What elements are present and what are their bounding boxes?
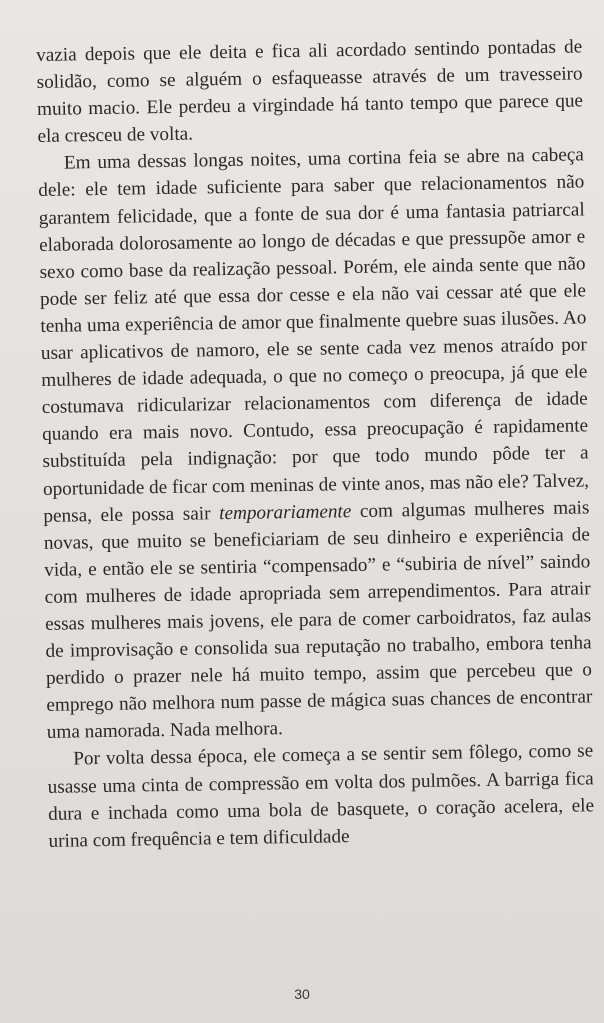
body-text bbox=[36, 33, 595, 854]
paragraph-2-text-end: com algumas mulheres mais novas, que muito se beneficiariam de seu dinheiro e experiência de vida, e então ele se sentiria “compensado” e “subiria de nível” saindo com mulheres de idade apropriada sem arrependimentos. Para atrair essas mulheres mais jovens, ele para de comer carboidratos, faz aulas de improvisação e consolida sua reputação no trabalho, embora tenha perdido o prazer nele há muito tempo, assim que percebeu que o emprego não melhora num passe de mágica suas chances de encontrar uma namorada. Nada melhora. bbox=[43, 496, 593, 744]
page-number: 30 bbox=[294, 986, 310, 1002]
paragraph-3-text: Por volta dessa época, ele começa a se sentir sem fôlego, como se usasse uma cinta de compressão em volta dos pulmões. A barriga fica dura e inchada como uma bola de basquete, o coração acelera, ele urina com frequência e tem dificuldade bbox=[47, 740, 595, 852]
italic-word: temporariamente bbox=[218, 500, 352, 524]
paragraph-2 bbox=[38, 142, 593, 747]
paragraph-1 bbox=[36, 33, 584, 150]
paragraph-2-text-start: Em uma dessas longas noites, uma cortina feia se abre na cabeça dele: ele tem idade suficiente para saber que relacionamentos não garantem felicidade, que a fonte de sua dor é uma fantasia patriarcal elaborada dolorosamente ao longo de décadas e que pressupõe amor e sexo como base da realização pessoal. Porém, ele ainda sente que não pode ser feliz até que essa dor cesse e ela não vai cessar até que ele tenha uma experiência de amor que finalmente quebre suas ilusões. Ao usar aplicativos de namoro, ele se sente cada vez menos atraído por mulheres de idade adequada, o que no começo o preocupa, já que ele costumava ridicularizar relacionamentos com diferença de idade quando era mais novo. Contudo, essa preocupação é rapidamente substituída pela indignação: por que todo mundo pôde ter a oportunidade de ficar com meninas de vinte anos, mas não ele? Talvez, pensa, ele possa sair bbox=[38, 144, 590, 527]
paragraph-1-text: vazia depois que ele deita e fica ali acordado sentindo pontadas de solidão, como se alguém o esfaqueasse através de um travesseiro muito macio. Ele perdeu a virgindade há tanto tempo que parece que ela cresceu de volta. bbox=[36, 36, 584, 148]
paragraph-3 bbox=[47, 738, 595, 855]
